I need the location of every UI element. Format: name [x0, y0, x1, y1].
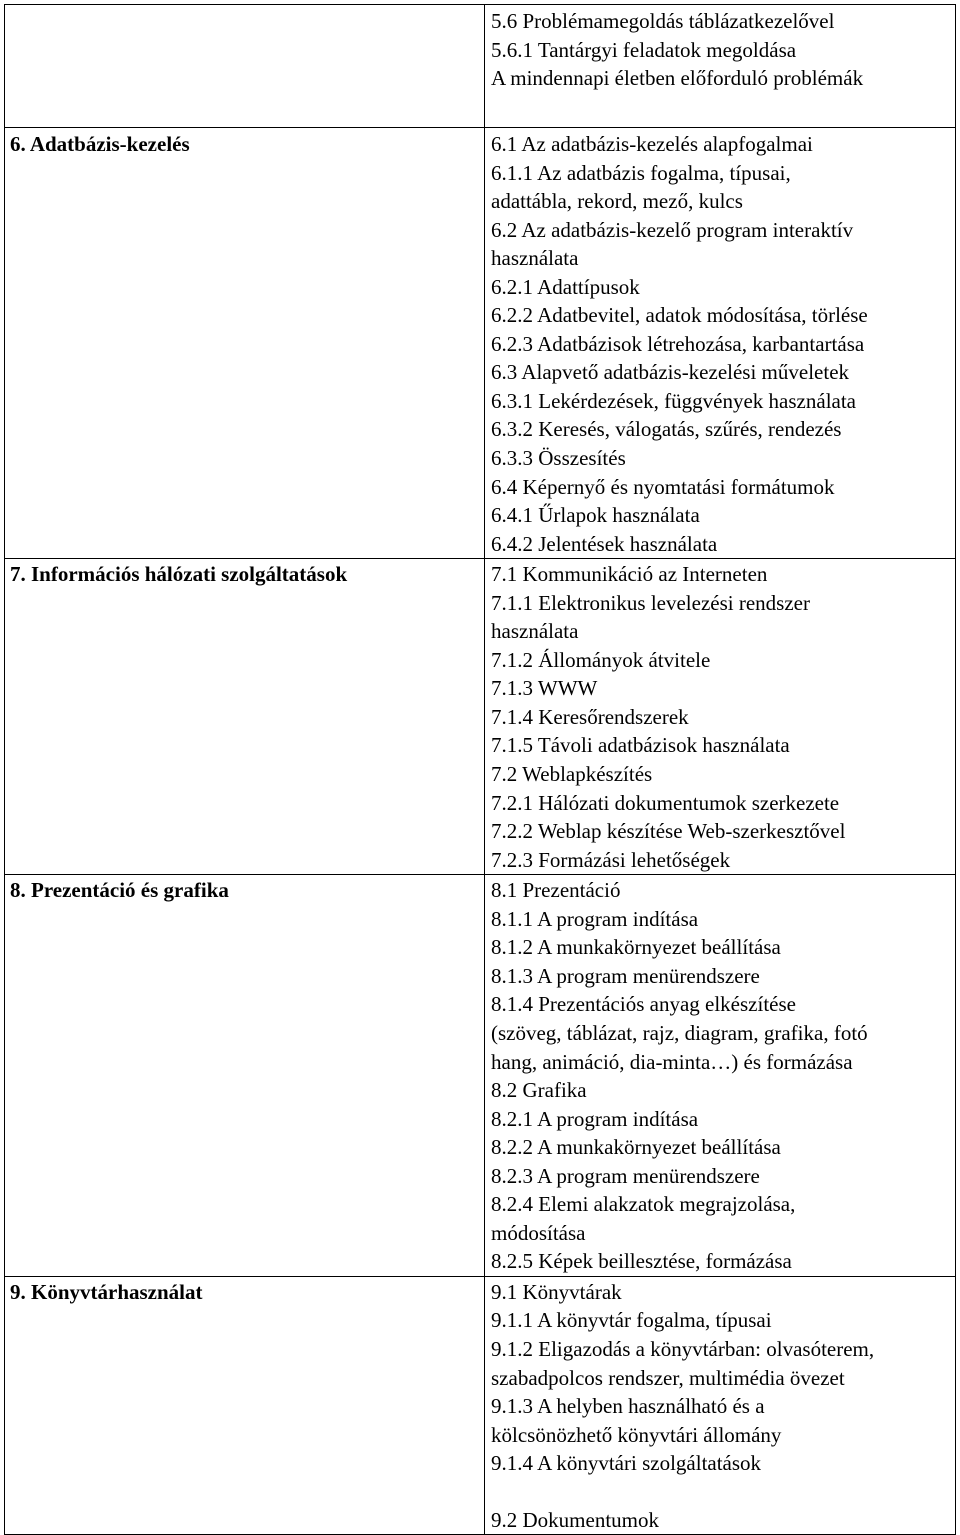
- list-item: 8.2.1 A program indítása: [491, 1106, 699, 1131]
- list-item: 9.1.3 A helyben használható és a: [491, 1394, 765, 1419]
- list-item: 6.2 Az adatbázis-kezelő program interaktív: [491, 217, 854, 242]
- list-item: 5.6 Problémamegoldás táblázatkezelővel: [491, 9, 835, 33]
- topic-cell: [5, 875, 485, 1277]
- list-item: 9.1.1 A könyvtár fogalma, típusai: [491, 1308, 772, 1333]
- list-item: 8.2.2 A munkakörnyezet beállítása: [491, 1135, 781, 1160]
- list-item: szabadpolcos rendszer, multimédia övezet: [491, 1365, 845, 1390]
- list-item: 8.2.3 A program menürendszere: [491, 1163, 760, 1188]
- list-item: 9.1.2 Eligazodás a könyvtárban: olvasóterem,: [491, 1336, 875, 1361]
- topic-title: 6. Adatbázis-kezelés: [10, 132, 190, 156]
- topic-cell: [5, 5, 485, 128]
- list-item: 6.1.1 Az adatbázis fogalma, típusai,: [491, 160, 791, 185]
- item-list: [485, 1277, 955, 1534]
- list-item: 8.1.3 A program menürendszere: [491, 963, 760, 988]
- curriculum-page: [4, 4, 955, 1532]
- topic-title: 9. Könyvtárhasználat: [10, 1279, 203, 1304]
- list-item: 8.1.1 A program indítása: [491, 906, 699, 931]
- table-row: [5, 5, 956, 128]
- list-item: adattábla, rekord, mező, kulcs: [491, 189, 743, 214]
- list-item: 6.3 Alapvető adatbázis-kezelési műveletek: [491, 360, 850, 385]
- list-item: 6.4.1 Űrlapok használata: [491, 503, 700, 528]
- list-item: 5.6.1 Tantárgyi feladatok megoldása: [491, 37, 797, 62]
- list-item: 6.3.3 Összesítés: [491, 446, 626, 471]
- list-item: 8.1.4 Prezentációs anyag elkészítése: [491, 992, 796, 1017]
- list-item: [491, 1478, 955, 1506]
- list-item: 6.2.2 Adatbevitel, adatok módosítása, törlése: [491, 303, 868, 328]
- item-list: [485, 559, 955, 874]
- table-row: [5, 128, 956, 559]
- list-item: 8.2.5 Képek beillesztése, formázása: [491, 1249, 792, 1274]
- list-item: 7.1.1 Elektronikus levelezési rendszer: [491, 590, 810, 615]
- list-item: 8.2.4 Elemi alakzatok megrajzolása,: [491, 1192, 796, 1217]
- list-item: (szöveg, táblázat, rajz, diagram, grafika, fotó: [491, 1020, 868, 1045]
- items-cell: [485, 128, 956, 559]
- list-item: 7.1.3 WWW: [491, 676, 598, 701]
- list-item: 8.2 Grafika: [491, 1078, 587, 1103]
- list-item: 7.2 Weblapkészítés: [491, 762, 653, 787]
- list-item: 7.1.2 Állományok átvitele: [491, 647, 711, 672]
- list-item: módosítása: [491, 1220, 586, 1245]
- list-item: 7.1.4 Keresőrendszerek: [491, 704, 689, 729]
- list-item: használata: [491, 246, 579, 271]
- topic-cell: [5, 128, 485, 559]
- list-item: 7.2.1 Hálózati dokumentumok szerkezete: [491, 790, 840, 815]
- items-cell: [485, 5, 956, 128]
- items-cell: [485, 559, 956, 875]
- table-row: [5, 875, 956, 1277]
- curriculum-table: [4, 4, 956, 1535]
- list-item: 6.4 Képernyő és nyomtatási formátumok: [491, 474, 835, 499]
- list-item: 6.1 Az adatbázis-kezelés alapfogalmai: [491, 132, 813, 156]
- list-item: A mindennapi életben előforduló problémák: [491, 66, 864, 91]
- table-row: [5, 559, 956, 875]
- topic-title: 7. Információs hálózati szolgáltatások: [10, 562, 348, 587]
- list-item: 6.2.3 Adatbázisok létrehozása, karbantartása: [491, 331, 865, 356]
- list-item: 7.2.2 Weblap készítése Web-szerkesztővel: [491, 819, 846, 844]
- list-item: 9.1.4 A könyvtári szolgáltatások: [491, 1451, 762, 1476]
- list-item: 6.2.1 Adattípusok: [491, 274, 640, 299]
- list-item: használata: [491, 619, 579, 644]
- list-item: 7.2.3 Formázási lehetőségek: [491, 847, 731, 872]
- list-item: 9.2 Dokumentumok: [491, 1507, 659, 1532]
- topic-cell: [5, 559, 485, 875]
- item-list: [485, 5, 955, 93]
- list-item: 7.1.5 Távoli adatbázisok használata: [491, 733, 790, 758]
- items-cell: [485, 875, 956, 1277]
- items-cell: [485, 1276, 956, 1534]
- list-item: 6.4.2 Jelentések használata: [491, 531, 718, 556]
- topic-title: 8. Prezentáció és grafika: [10, 878, 229, 903]
- list-item: kölcsönözhető könyvtári állomány: [491, 1422, 782, 1447]
- item-list: [485, 128, 955, 558]
- table-row: [5, 1276, 956, 1534]
- topic-cell: [5, 1276, 485, 1534]
- list-item: 8.1 Prezentáció: [491, 878, 621, 903]
- list-item: 6.3.2 Keresés, válogatás, szűrés, rendezés: [491, 417, 842, 442]
- list-item: 9.1 Könyvtárak: [491, 1279, 622, 1304]
- list-item: 8.1.2 A munkakörnyezet beállítása: [491, 935, 781, 960]
- list-item: 7.1 Kommunikáció az Interneten: [491, 562, 768, 587]
- item-list: [485, 875, 955, 1276]
- list-item: hang, animáció, dia-minta…) és formázása: [491, 1049, 853, 1074]
- list-item: 6.3.1 Lekérdezések, függvények használata: [491, 388, 856, 413]
